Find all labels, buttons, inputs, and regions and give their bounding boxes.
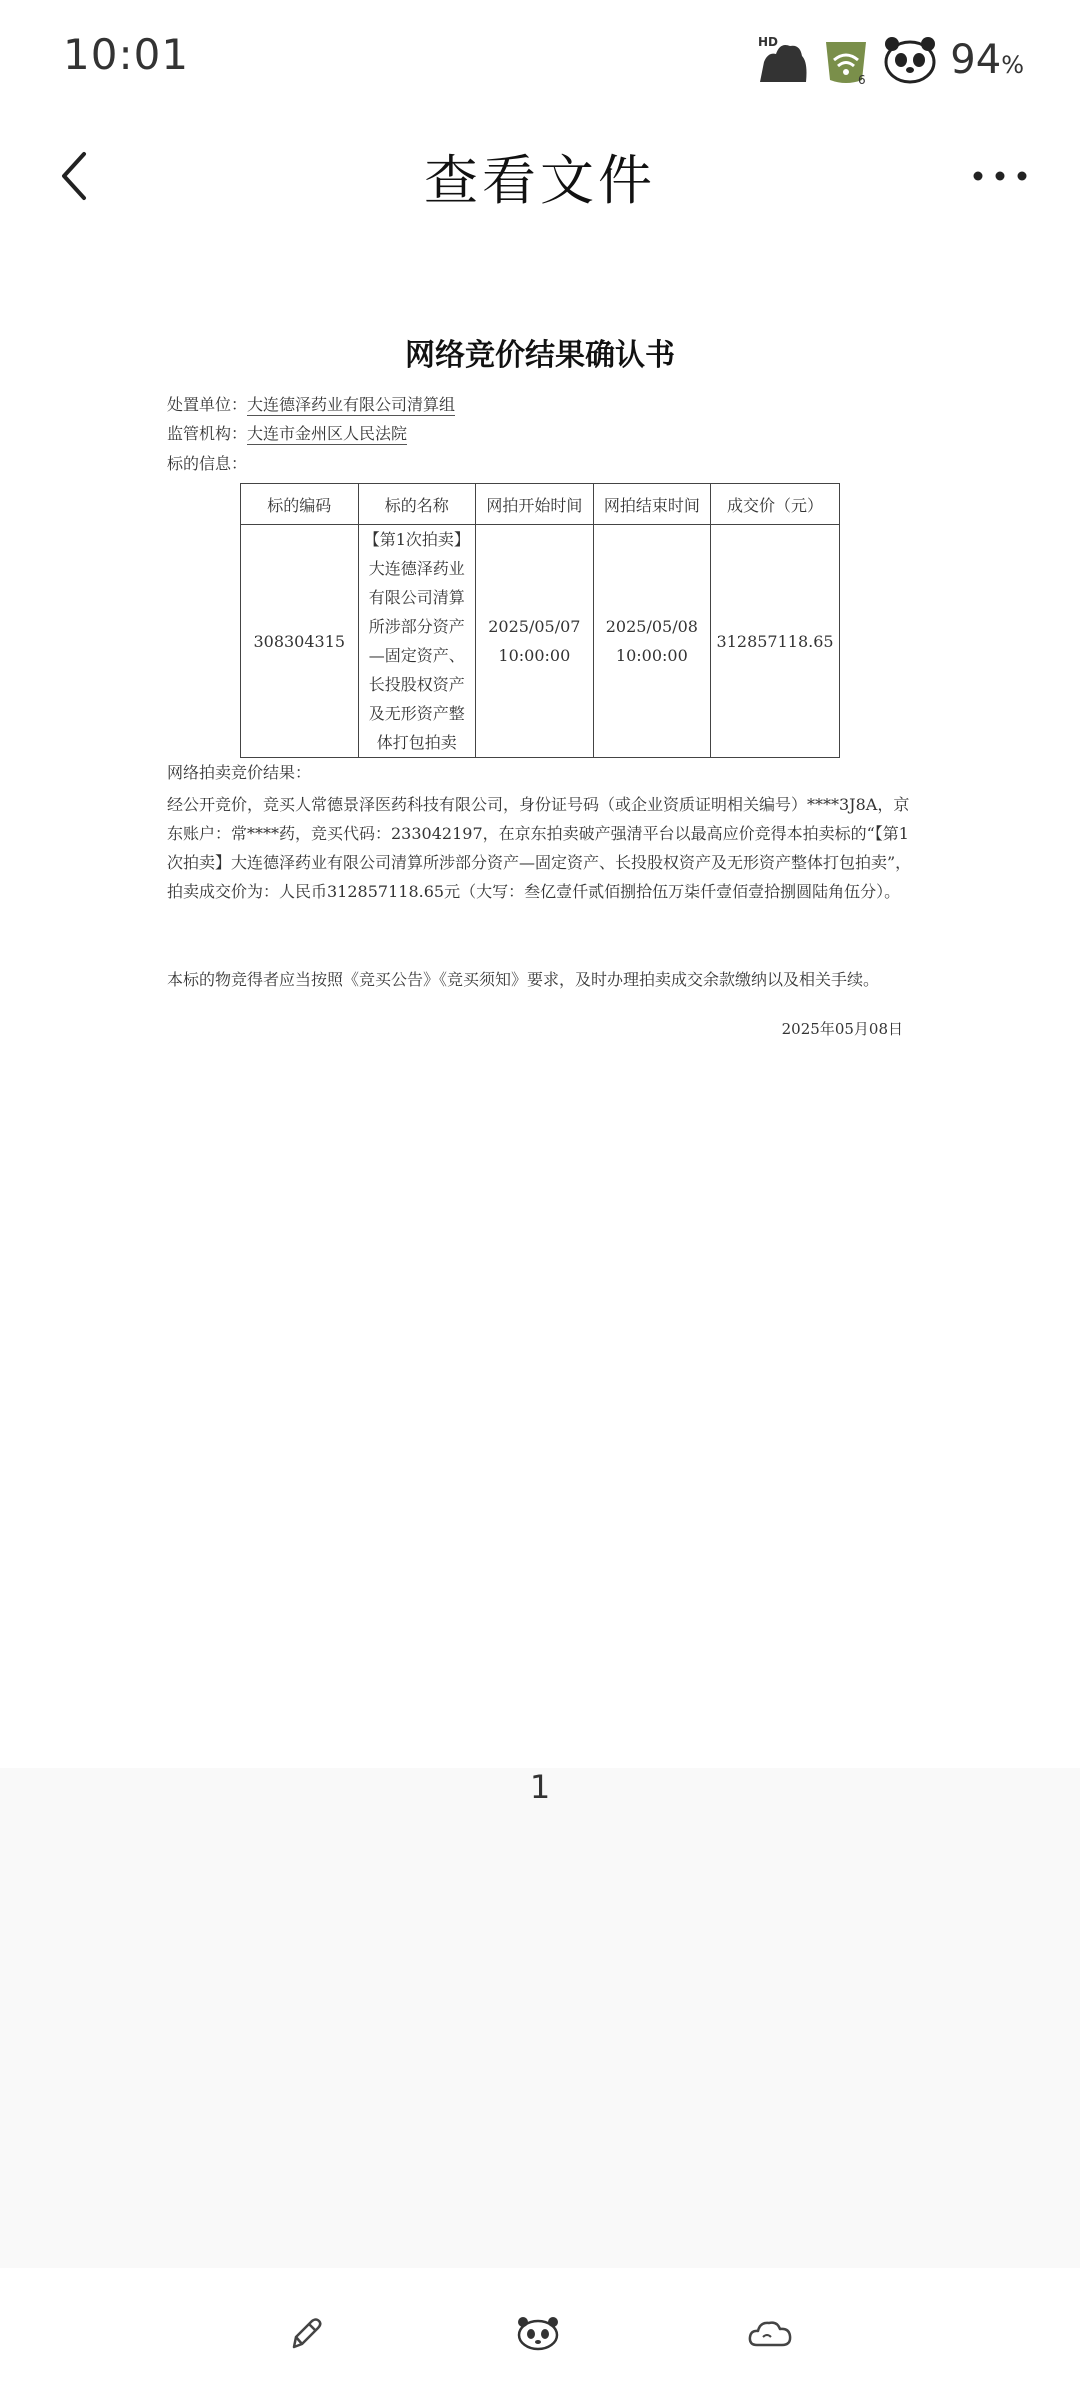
document-page[interactable] (0, 300, 1080, 1760)
table-header-code: 标的编码 (241, 484, 359, 525)
cell-price: 312857118.65 (711, 525, 840, 758)
disposal-unit-line (167, 392, 455, 415)
status-time: 10:01 (63, 30, 190, 79)
supervisor-line (167, 421, 407, 444)
more-options-button[interactable] (960, 142, 1040, 210)
wifi-icon (818, 32, 874, 88)
start-time: 10:00:00 (498, 646, 571, 665)
app-header (0, 120, 1080, 230)
disposal-unit-label: 处置单位： (167, 395, 248, 414)
start-date: 2025/05/07 (488, 617, 581, 636)
hd-signal-icon (754, 32, 810, 88)
result-label: 网络拍卖竞价结果： (167, 763, 312, 782)
document-title: 网络竞价结果确认书 (405, 338, 675, 373)
supervisor-label: 监管机构： (167, 424, 248, 443)
page-number: 1 (529, 1768, 551, 1806)
supervisor-value: 大连市金州区人民法院 (247, 424, 408, 443)
table-header-name: 标的名称 (358, 484, 476, 525)
notice-paragraph: 本标的物竞得者应当按照《竞买公告》《竞买须知》要求，及时办理拍卖成交余款缴纳以及相关手续。 (167, 970, 880, 989)
cell-start (476, 525, 594, 758)
nav-edit-button[interactable] (271, 2298, 341, 2368)
panda-icon (882, 32, 938, 88)
result-paragraph: 经公开竞价，竞买人常德景泽医药科技有限公司，身份证号码（或企业资质证明相关编号）****3J8A，京东账户：常****药，竞买代码：233042197，在京东拍卖破产强清平台以最高应价竞得本拍卖标的“【第1次拍卖】大连德泽药业有限公司清算所涉部分资产—固定资产、长投股权资产及无形资产整体打包拍卖”，拍卖成交价为：人民币312857118.65元（大写：叁亿壹仟贰佰捌拾伍万柒仟壹佰壹拾捌圆陆角伍分）。 (167, 795, 912, 901)
document-date: 2025年05月08日 (781, 1020, 903, 1038)
end-time: 10:00:00 (615, 646, 688, 665)
cloud-icon (747, 2315, 793, 2351)
end-date: 2025/05/08 (605, 617, 698, 636)
table-row (241, 525, 840, 758)
nav-panda-button[interactable] (503, 2298, 573, 2368)
status-icons (754, 30, 1024, 90)
table-header-price: 成交价（元） (711, 484, 840, 525)
edit-icon (286, 2313, 326, 2353)
svg-text:6: 6 (858, 73, 866, 87)
page-title: 查看文件 (424, 149, 656, 212)
table-header-row (241, 484, 840, 525)
nav-cloud-button[interactable] (735, 2298, 805, 2368)
cell-code: 308304315 (241, 525, 359, 758)
table-header-end: 网拍结束时间 (593, 484, 711, 525)
table-header-start: 网拍开始时间 (476, 484, 594, 525)
bottom-nav (0, 2268, 1080, 2400)
cell-end (593, 525, 711, 758)
cell-name: 【第1次拍卖】大连德泽药业有限公司清算所涉部分资产—固定资产、长投股权资产及无形资产整体打包拍卖 (358, 525, 476, 758)
subject-info-label: 标的信息： (167, 454, 248, 473)
panda-mascot-icon (513, 2313, 563, 2353)
svg-text:HD: HD (758, 35, 779, 49)
result-table (240, 483, 840, 758)
page-gap-area (0, 1768, 1080, 2268)
disposal-unit-value: 大连德泽药业有限公司清算组 (247, 395, 456, 414)
more-horizontal-icon (970, 166, 1030, 186)
battery-level: 94% (950, 37, 1024, 83)
status-bar (0, 0, 1080, 120)
